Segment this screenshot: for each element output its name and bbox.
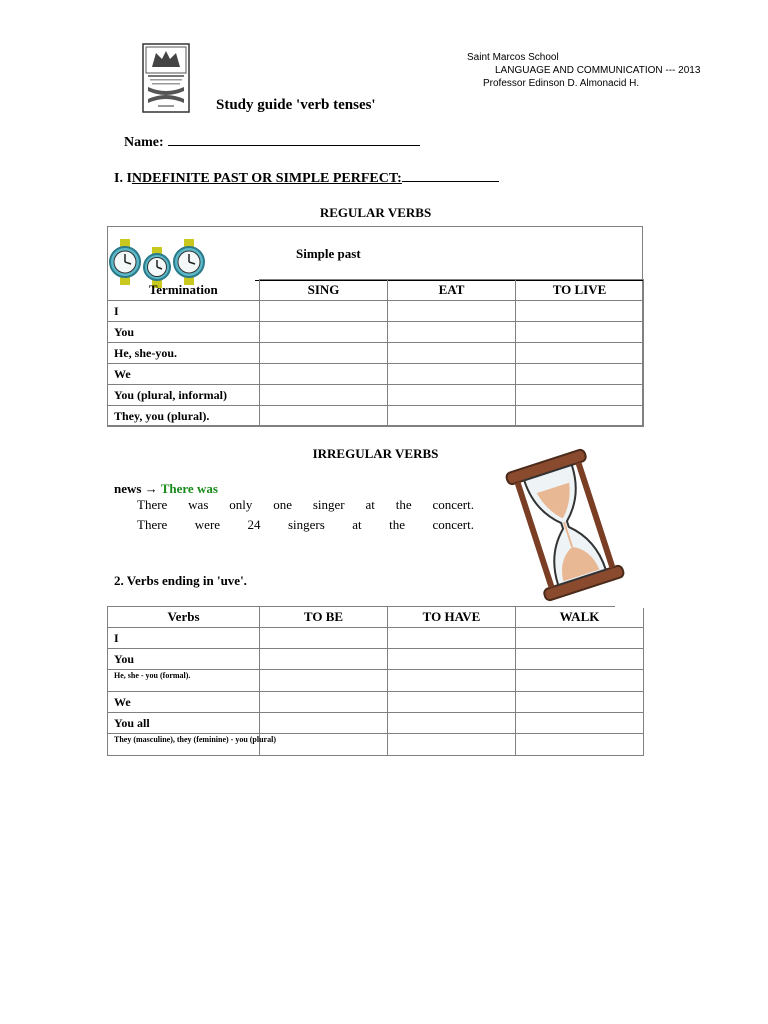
table-cell[interactable]	[516, 343, 644, 364]
section1-title: NDEFINITE PAST OR SIMPLE PERFECT:	[131, 171, 402, 186]
name-blank-line[interactable]	[168, 133, 420, 146]
row-label: I	[108, 301, 260, 322]
table-cell[interactable]	[516, 713, 644, 734]
table-cell[interactable]	[260, 385, 388, 406]
table-cell[interactable]	[388, 628, 516, 649]
table-cell[interactable]	[260, 322, 388, 343]
regular-verbs-table	[107, 279, 644, 427]
row-label: He, she-you.	[108, 343, 260, 364]
table-row	[108, 713, 644, 734]
table-cell[interactable]	[516, 322, 644, 343]
table-header-row	[108, 280, 644, 301]
table-row	[108, 364, 644, 385]
column-header: WALK	[516, 607, 644, 628]
table-row	[108, 385, 644, 406]
subject-line: LANGUAGE AND COMMUNICATION --- 2013	[495, 65, 701, 76]
row-label: We	[108, 364, 260, 385]
column-header: TO HAVE	[388, 607, 516, 628]
news-highlight: There was	[160, 481, 218, 496]
table-cell[interactable]	[260, 628, 388, 649]
table-border-gap	[615, 604, 644, 608]
table-cell[interactable]	[260, 670, 388, 692]
row-label: We	[108, 692, 260, 713]
table-cell[interactable]	[388, 343, 516, 364]
column-header: EAT	[388, 280, 516, 301]
table-cell[interactable]	[260, 406, 388, 427]
irregular-verbs-heading: IRREGULAR VERBS	[312, 446, 439, 461]
table-cell[interactable]	[388, 734, 516, 756]
table-cell[interactable]	[388, 692, 516, 713]
school-crest-icon	[142, 43, 190, 113]
table-header-row	[108, 607, 644, 628]
table-cell[interactable]	[388, 670, 516, 692]
table-row	[108, 734, 644, 756]
column-header: Termination	[108, 280, 260, 301]
row-label: You	[108, 322, 260, 343]
table-cell[interactable]	[260, 713, 388, 734]
name-field[interactable]	[124, 133, 420, 151]
example-sentence-2: There were 24 singers at the concert.	[137, 517, 474, 532]
table-row	[108, 322, 644, 343]
professor-line: Professor Edinson D. Almonacid H.	[483, 78, 640, 89]
row-label: They (masculine), they (feminine) - you (plural)	[108, 734, 260, 756]
table-cell[interactable]	[260, 343, 388, 364]
table-cell[interactable]	[516, 406, 644, 427]
column-header: Verbs	[108, 607, 260, 628]
table-row	[108, 628, 644, 649]
table-row	[108, 343, 644, 364]
row-label: You (plural, informal)	[108, 385, 260, 406]
row-label: You	[108, 649, 260, 670]
table-cell[interactable]	[516, 734, 644, 756]
table-row	[108, 301, 644, 322]
hourglass-icon	[510, 452, 620, 598]
table-cell[interactable]	[516, 649, 644, 670]
row-label: They, you (plural).	[108, 406, 260, 427]
uve-verbs-table	[107, 606, 644, 756]
school-info	[467, 51, 700, 90]
table-row	[108, 692, 644, 713]
table-cell[interactable]	[516, 670, 644, 692]
table-cell[interactable]	[388, 322, 516, 343]
regular-verbs-heading: REGULAR VERBS	[319, 205, 432, 220]
section1-heading	[114, 169, 499, 187]
table-cell[interactable]	[516, 301, 644, 322]
table-cell[interactable]	[388, 713, 516, 734]
table-cell[interactable]	[388, 364, 516, 385]
news-example	[114, 481, 218, 497]
page-title: Study guide 'verb tenses'	[216, 97, 376, 113]
table-cell[interactable]	[260, 734, 388, 756]
table-cell[interactable]	[260, 692, 388, 713]
simple-past-label: Simple past	[296, 246, 361, 261]
table-cell[interactable]	[516, 364, 644, 385]
school-name: Saint Marcos School	[467, 52, 559, 63]
section2-heading: 2. Verbs ending in 'uve'.	[114, 573, 247, 588]
section1-blank-line[interactable]	[402, 169, 499, 182]
name-label: Name:	[124, 135, 164, 150]
section1-prefix: I. I	[114, 171, 132, 186]
column-header: TO BE	[260, 607, 388, 628]
row-label: You all	[108, 713, 260, 734]
table-cell[interactable]	[516, 692, 644, 713]
table-row	[108, 649, 644, 670]
table-cell[interactable]	[388, 649, 516, 670]
row-label: I	[108, 628, 260, 649]
table-cell[interactable]	[516, 385, 644, 406]
news-prefix: news →	[114, 481, 158, 496]
example-sentence-1: There was only one singer at the concert.	[137, 497, 474, 512]
table-cell[interactable]	[260, 364, 388, 385]
column-header: TO LIVE	[516, 280, 644, 301]
table-cell[interactable]	[388, 301, 516, 322]
table-row	[108, 670, 644, 692]
row-label: He, she - you (formal).	[108, 670, 260, 692]
column-header: SING	[260, 280, 388, 301]
table-cell[interactable]	[388, 385, 516, 406]
table-cell[interactable]	[260, 301, 388, 322]
table-cell[interactable]	[388, 406, 516, 427]
table-row	[108, 406, 644, 427]
table-cell[interactable]	[516, 628, 644, 649]
table-cell[interactable]	[260, 649, 388, 670]
